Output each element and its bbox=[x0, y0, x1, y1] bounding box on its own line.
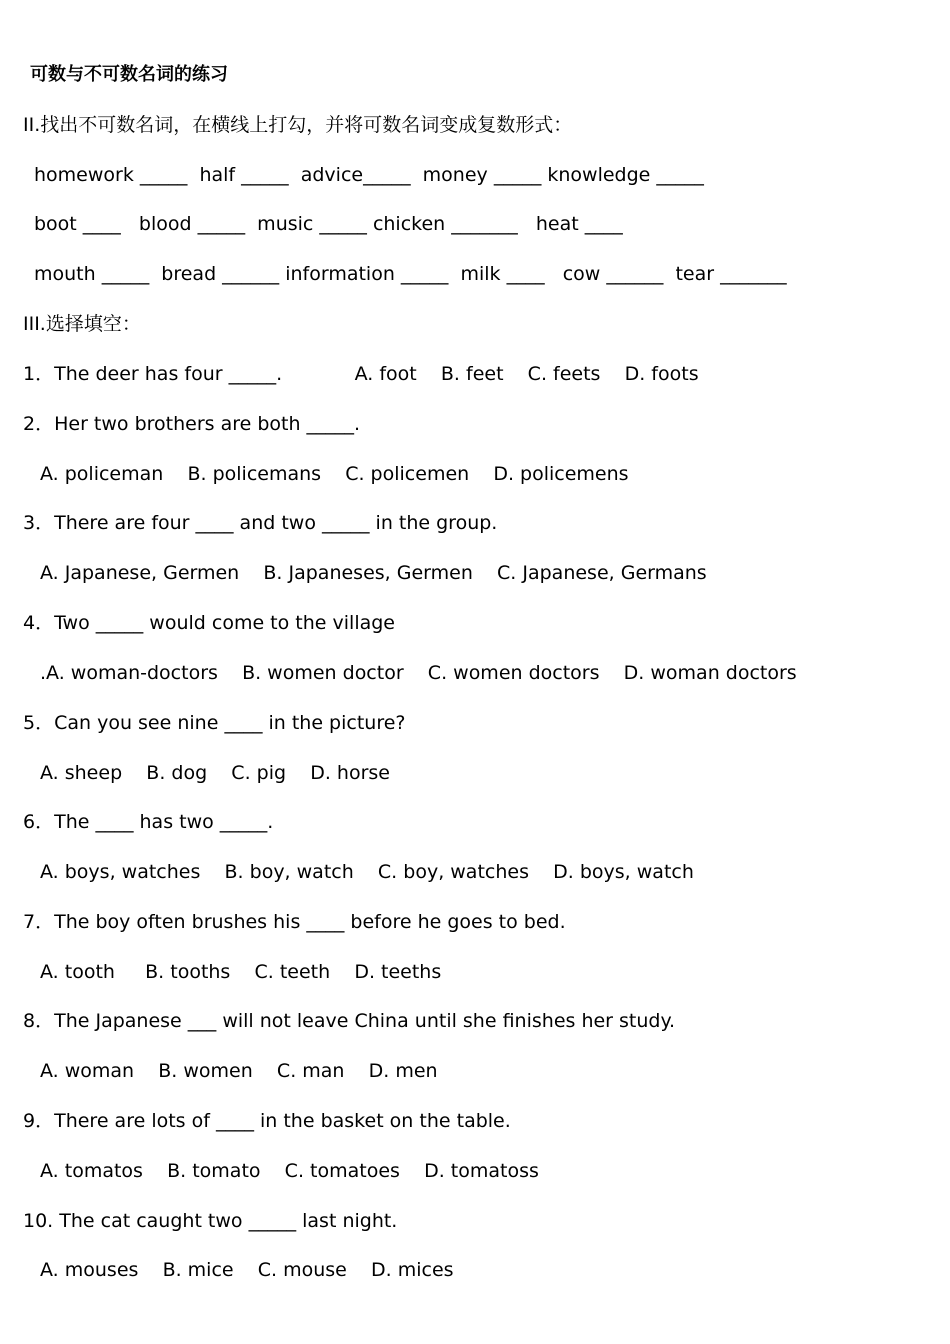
question-stem: 4．Two _____ would come to the village bbox=[23, 612, 395, 634]
section-3-heading: III.选择填空： bbox=[23, 313, 141, 335]
question-options: A. tomatos B. tomato C. tomatoes D. tomatoss bbox=[40, 1160, 539, 1182]
question-options: A. tooth B. tooths C. teeth D. teeths bbox=[40, 961, 442, 983]
question-options: A. sheep B. dog C. pig D. horse bbox=[40, 762, 390, 784]
question-stem: 10. The cat caught two _____ last night. bbox=[23, 1210, 398, 1232]
question-options: A. boys, watches B. boy, watch C. boy, watches D. boys, watch bbox=[40, 861, 694, 883]
question-stem: 9．There are lots of ____ in the basket on the table. bbox=[23, 1110, 511, 1132]
question-options: A. Japanese, Germen B. Japaneses, Germen C. Japanese, Germans bbox=[40, 562, 707, 584]
question-stem: 7．The boy often brushes his ____ before he goes to bed. bbox=[23, 911, 566, 933]
question-options: A. woman B. women C. man D. men bbox=[40, 1060, 438, 1082]
question-stem: 1．The deer has four _____. A. foot B. feet C. feets D. foots bbox=[23, 363, 699, 385]
question-stem: 6．The ____ has two _____. bbox=[23, 811, 274, 833]
worksheet-title: 可数与不可数名词的练习 bbox=[30, 64, 228, 85]
section-2-row: boot ____ blood _____ music _____ chicken _______ heat ____ bbox=[34, 213, 623, 235]
question-stem: 5．Can you see nine ____ in the picture? bbox=[23, 712, 406, 734]
question-options: A. mouses B. mice C. mouse D. mices bbox=[40, 1259, 454, 1281]
section-2-heading: II.找出不可数名词，在横线上打勾，并将可数名词变成复数形式： bbox=[23, 114, 573, 136]
question-stem: 8．The Japanese ___ will not leave China until she finishes her study. bbox=[23, 1010, 676, 1032]
section-2-row: homework _____ half _____ advice_____ money _____ knowledge _____ bbox=[34, 164, 704, 186]
question-stem: 3．There are four ____ and two _____ in the group. bbox=[23, 512, 498, 534]
question-stem: 2．Her two brothers are both _____. bbox=[23, 413, 361, 435]
question-options: A. policeman B. policemans C. policemen D. policemens bbox=[40, 463, 629, 485]
question-options: .A. woman-doctors B. women doctor C. women doctors D. woman doctors bbox=[40, 662, 797, 684]
section-2-row: mouth _____ bread ______ information _____ milk ____ cow ______ tear _______ bbox=[34, 263, 787, 285]
